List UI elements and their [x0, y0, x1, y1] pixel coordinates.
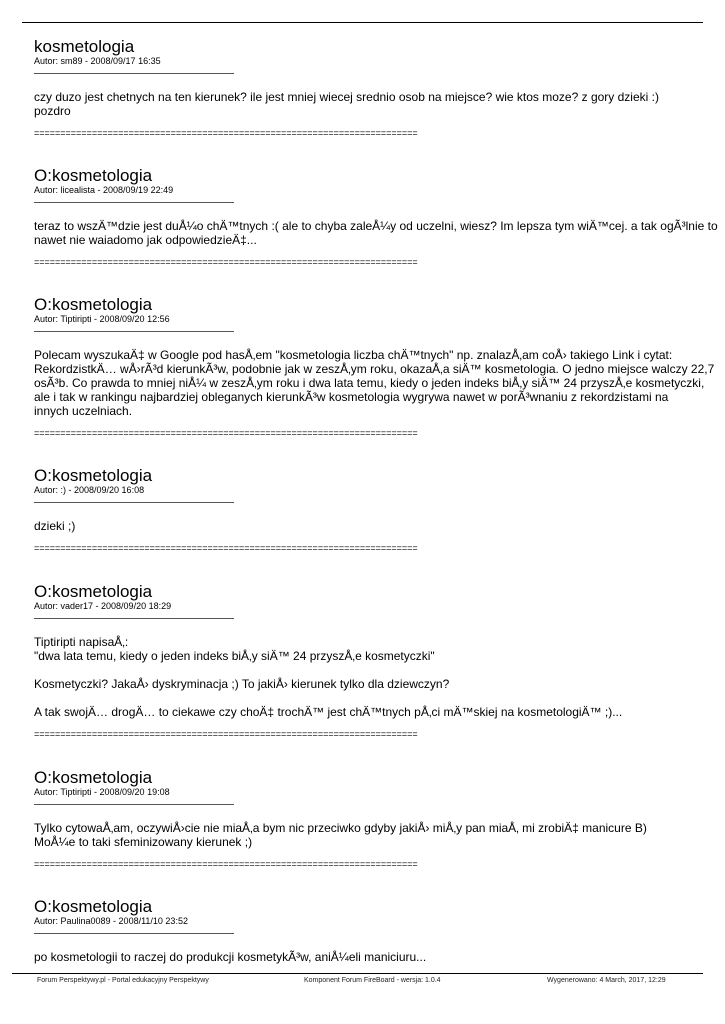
top-rule [22, 22, 703, 23]
footer-generated-date: Wygenerowano: 4 March, 2017, 12:29 [547, 977, 666, 984]
forum-post [34, 583, 725, 739]
forum-post [34, 296, 725, 438]
forum-post [34, 769, 725, 869]
post-title: O:kosmetologia [34, 167, 153, 185]
footer-component-version: Komponent Forum FireBoard - wersja: 1.0.4 [304, 977, 441, 984]
post-title: O:kosmetologia [34, 296, 153, 314]
forum-post [34, 898, 725, 964]
post-author-date: Autor: Paulina0089 - 2008/11/10 23:52 [34, 916, 188, 926]
meta-divider [34, 73, 234, 74]
meta-divider [34, 804, 234, 805]
post-body: Tiptiripti napisaÅ‚: "dwa lata temu, kiedy o jeden indeks biÅ‚y siÄ™ 24 przyszÅ‚e kosmetyczki" Kosmetyczki? JakaÅ› dyskryminacja ;) To jakiÅ› kierunek tylko dla dziewczyn? A tak swojÄ… drogÄ… to ciekawe czy choÄ‡ trochÄ™ jest chÄ™tnych pÅ‚ci mÄ™skiej na kosmetologiÄ™ ;)... [34, 635, 623, 719]
post-title: O:kosmetologia [34, 898, 153, 916]
forum-post [34, 467, 725, 553]
post-separator: ========================================================================= [34, 428, 418, 438]
forum-post [34, 167, 725, 267]
meta-divider [34, 502, 234, 503]
post-title: O:kosmetologia [34, 583, 153, 601]
post-author-date: Autor: licealista - 2008/09/19 22:49 [34, 185, 174, 195]
post-body: Tylko cytowaÅ‚am, oczywiÅ›cie nie miaÅ‚a bym nic przeciwko gdyby jakiÅ› miÅ‚y pan miaÅ‚ mi zrobiÄ‡ manicure B) MoÅ¼e to taki sfeminizowany kierunek ;) [34, 821, 647, 849]
post-separator: ========================================================================= [34, 729, 418, 739]
post-title: kosmetologia [34, 38, 135, 56]
meta-divider [34, 202, 234, 203]
footer-site-name: Forum Perspektywy.pl - Portal edukacyjny Perspektywy [37, 977, 209, 984]
post-body: teraz to wszÄ™dzie jest duÅ¼o chÄ™tnych :( ale to chyba zaleÅ¼y od uczelni, wiesz? Im lepsza tym wiÄ™cej. a tak ogÃ³lnie to nawet nie waiadomo jak odpowiedzieÄ‡... [34, 219, 718, 247]
post-title: O:kosmetologia [34, 769, 153, 787]
meta-divider [34, 331, 234, 332]
post-separator: ========================================================================= [34, 859, 418, 869]
post-author-date: Autor: :) - 2008/09/20 16:08 [34, 485, 145, 495]
post-body: dzieki ;) [34, 519, 76, 533]
post-title: O:kosmetologia [34, 467, 153, 485]
post-separator: ========================================================================= [34, 543, 418, 553]
post-author-date: Autor: Tiptiripti - 2008/09/20 19:08 [34, 787, 170, 797]
post-author-date: Autor: Tiptiripti - 2008/09/20 12:56 [34, 314, 170, 324]
forum-post [34, 38, 725, 138]
post-separator: ========================================================================= [34, 257, 418, 267]
meta-divider [34, 933, 234, 934]
post-author-date: Autor: sm89 - 2008/09/17 16:35 [34, 56, 161, 66]
post-author-date: Autor: vader17 - 2008/09/20 18:29 [34, 601, 172, 611]
meta-divider [34, 618, 234, 619]
footer-rule [12, 973, 703, 974]
post-body: czy duzo jest chetnych na ten kierunek? ile jest mniej wiecej srednio osob na miejsce? wie ktos moze? z gory dzieki :) pozdro [34, 90, 659, 118]
post-separator: ========================================================================= [34, 128, 418, 138]
post-body: Polecam wyszukaÄ‡ w Google pod hasÅ‚em "kosmetologia liczba chÄ™tnych" np. znalazÅ‚am coÅ› takiego Link i cytat: RekordzistkÄ… wÅ›rÃ³d kierunkÃ³w, podobnie jak w zeszÅ‚ym roku, okazaÅ‚a siÄ™ kosmetologia. O jedno miejsce walczy 22,7 osÃ³b. Co prawda to mniej niÅ¼ w zeszÅ‚ym roku i dwa lata temu, kiedy o jeden indeks biÅ‚y siÄ™ 24 przyszÅ‚e kosmetyczki, ale i tak w rankingu najbardziej obleganych kierunkÃ³w kosmetologia wygrywa nawet w porÃ³wnaniu z rekordzistami na innych uczelniach. [34, 348, 715, 418]
post-body: po kosmetologii to raczej do produkcji kosmetykÃ³w, aniÅ¼eli maniciuru... [34, 950, 427, 964]
